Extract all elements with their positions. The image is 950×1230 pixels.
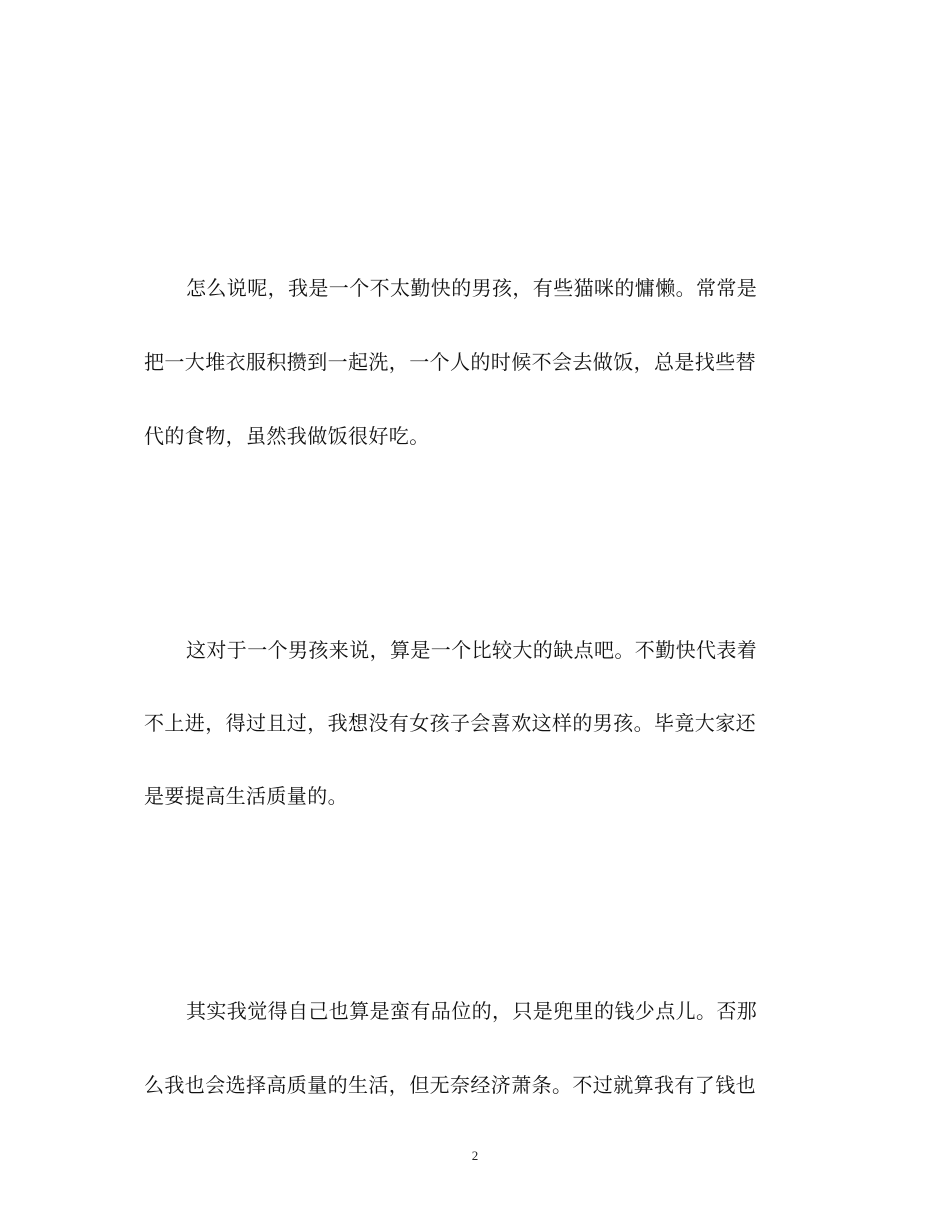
paragraph-line: 是要提高生活质量的。: [144, 784, 348, 808]
paragraph-line: 不上进，得过且过，我想没有女孩子会喜欢这样的男孩。毕竟大家还: [144, 711, 756, 735]
paragraph-line: 其实我觉得自己也算是蛮有品位的，只是兜里的钱少点儿。否那: [186, 999, 758, 1023]
page-number: 2: [471, 1148, 479, 1163]
paragraph-line: 这对于一个男孩来说，算是一个比较大的缺点吧。不勤快代表着: [186, 638, 758, 662]
paragraph-line: 怎么说呢，我是一个不太勤快的男孩，有些猫咪的慵懒。常常是: [186, 276, 758, 300]
paragraph-line: 代的食物，虽然我做饭很好吃。: [144, 424, 430, 448]
paragraph-line: 么我也会选择高质量的生活，但无奈经济萧条。不过就算我有了钱也: [144, 1073, 756, 1097]
paragraph-line: 把一大堆衣服积攒到一起洗，一个人的时候不会去做饭，总是找些替: [144, 350, 756, 374]
